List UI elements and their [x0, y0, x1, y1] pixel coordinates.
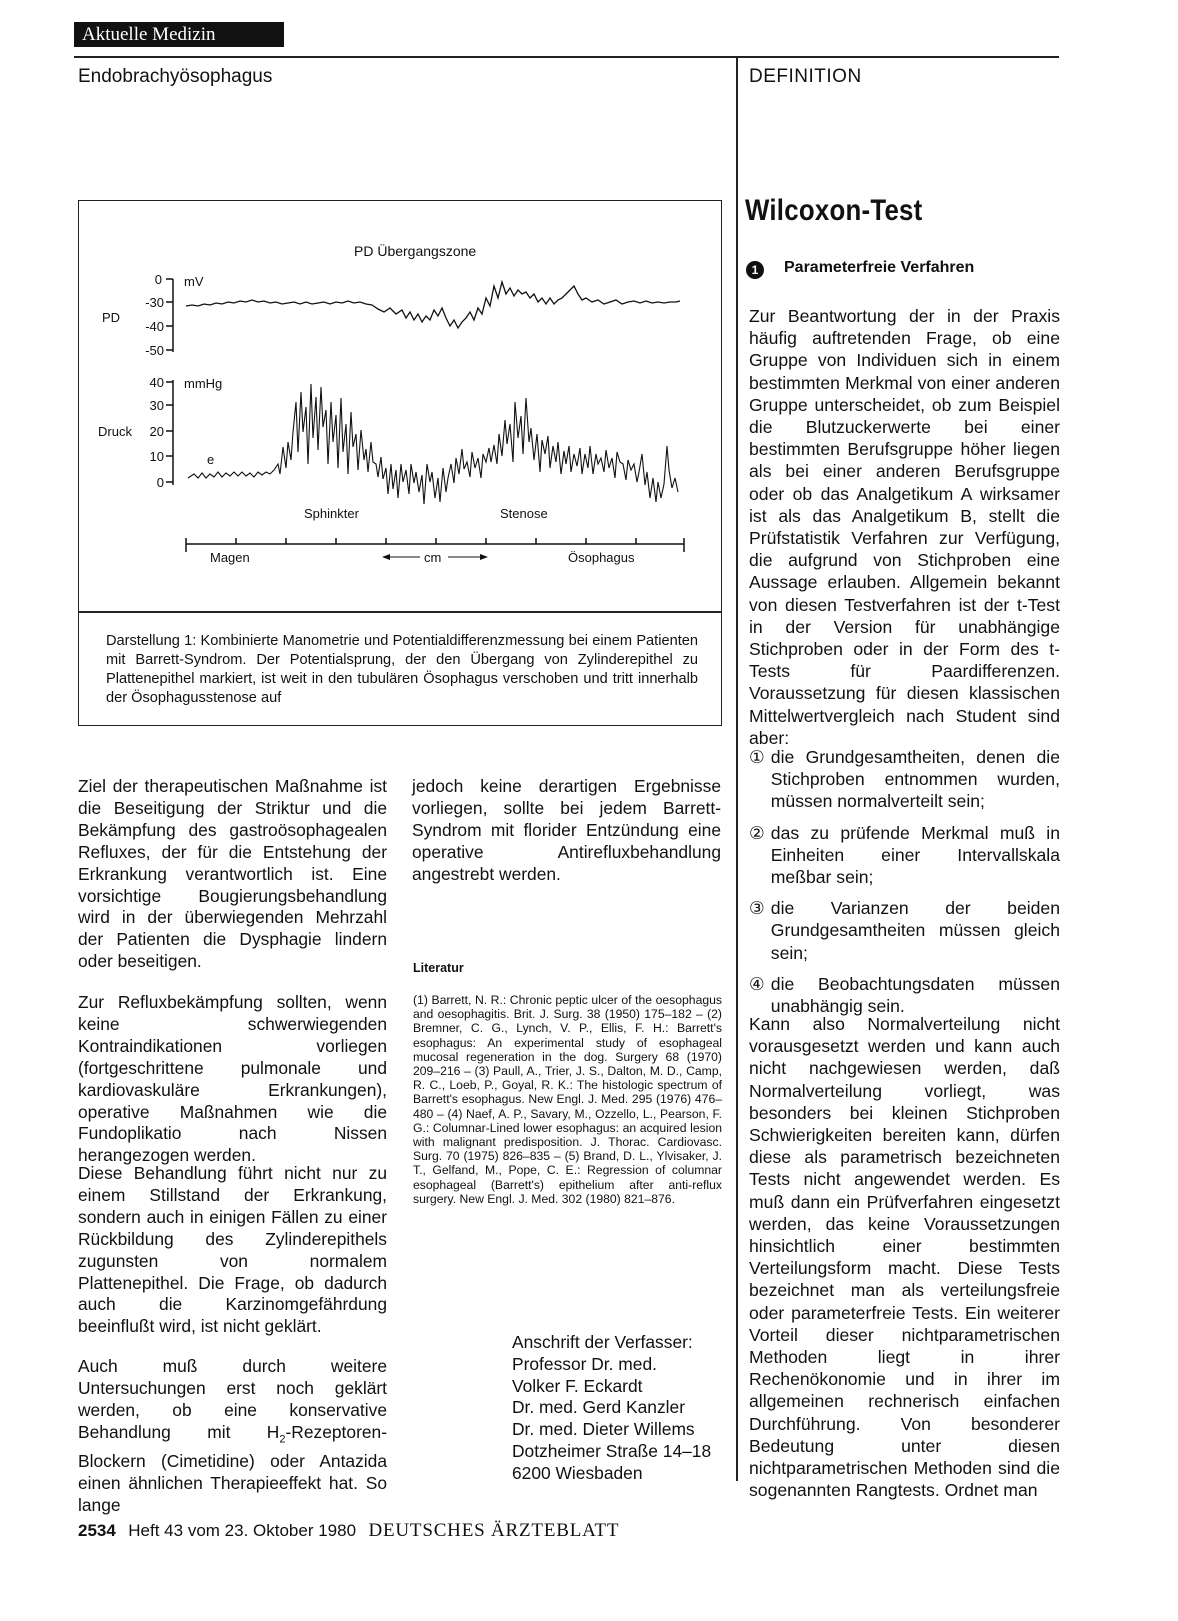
item-text: die Grundgesamtheiten, denen die Stichproben entnommen wurden, müssen normalverteilt sein;: [770, 747, 1060, 812]
subheading: Parameterfreie Verfahren: [784, 259, 975, 276]
druck-tick-40: 40: [149, 375, 164, 390]
manometry-figure: [80, 202, 720, 610]
author-address: [512, 1332, 711, 1485]
right-paragraph-1: Zur Beantwortung der in der Praxis häufig auftretenden Frage, ob eine Gruppe von Individuen sich in einem bestimmten Merkmal von einer anderen Gruppe unterscheidet, ob zum Beispiel die Blutzuckerwerte bei einer bestimmten Berufsgruppe höher liegen als bei einer anderen Berufsgruppe oder ob das Analgetikum A wirksamer ist als das Analgetikum B, stellt die Prüfstatistik Verfahren zur Verfügung, die aufgrund von Stichproben eine Aussage erlauben. Allgemein bekannt von diesen Testverfahren ist der t-Test in der Version für unabhängige Stichproben oder in der Form des t-Tests für Paardifferenzen. Voraussetzung für diesen klassischen Mittelwertvergleich nach Student sind aber:: [749, 306, 1060, 748]
figure-title: PD Übergangszone: [354, 243, 477, 259]
page-number: 2534: [78, 1521, 116, 1540]
literature-heading: Literatur: [413, 961, 464, 975]
column-divider: [736, 56, 738, 1481]
pd-trace: [186, 282, 680, 328]
pd-tick-50: -50: [145, 343, 164, 358]
cm-label: cm: [424, 550, 442, 565]
druck-tick-20: 20: [149, 424, 164, 439]
col1-paragraph-4-end: -Rezeptoren-Blockern (Cimetidine) oder Antazida einen ähnlichen Therapieeffekt hat. So lange: [78, 1421, 387, 1515]
stenose-label: Stenose: [500, 506, 548, 521]
e-marker: e: [207, 452, 215, 467]
section-tag-label: Aktuelle Medizin: [82, 24, 216, 45]
oesophagus-label: Ösophagus: [568, 550, 635, 565]
item-number: ①: [749, 747, 765, 767]
page-footer: [78, 1520, 619, 1542]
list-item: [749, 746, 1060, 813]
pd-label: PD: [102, 310, 121, 325]
requirements-list: [749, 746, 1060, 1017]
cm-arrowhead-left: [382, 554, 390, 560]
list-item: [749, 897, 1060, 964]
cm-arrowhead-right: [480, 554, 488, 560]
address-line: Professor Dr. med.: [512, 1353, 657, 1374]
right-paragraph-2: Kann also Normalverteilung nicht vorausgesetzt werden und kann auch nicht nachgewiesen werden, daß Normalverteilung vorliegt, was besonders bei kleinen Stichproben Schwierigkeiten bereiten kann, dürfen diese als parametrisch bezeichneten Tests nicht angewendet werden. Es muß dann ein Prüfverfahren eingesetzt werden, das keine Voraussetzungen hinsichtlich einer bestimmten Verteilungsform macht. Diese Tests bezeichnet man als verteilungsfreie oder parameterfreie Tests. Ein weiterer Vorteil dieser nichtparametrischen Methoden liegt in ihrer Rechenökonomie und in ihrer im allgemeinen rechnerisch einfachen Durchführung. Von besonderer Bedeutung unter diesen nichtparametrischen Methoden sind die sogenannten Rangtests. Ordnet man: [749, 1014, 1060, 1501]
col1-paragraph-2: Zur Refluxbekämpfung sollten, wenn keine schwerwiegenden Kontraindikationen vorliegen (fortgeschrittene pulmonale und kardiovaskuläre Erkrankungen), operative Maßnahmen wie die Fundoplikatio nach Nissen herangezogen werden.: [78, 992, 387, 1166]
literature-list: (1) Barrett, N. R.: Chronic peptic ulcer of the oesophagus and oesophagitis. Brit. J. Surg. 38 (1950) 175–182 – (2) Bremner, C. G., Lynch, V. P., Ellis, F. H.: Barrett's esophagus: An experimental study of esophageal mucosal regeneration in the dog. Surgery 68 (1970) 209–216 – (3) Paull, A., Trier, J. S., Dalton, M. D., Camp, R. C., Loeb, P., Goyal, R. K.: The histologic spectrum of Barrett's esophagus. New Engl. J. Med. 295 (1976) 476–480 – (4) Naef, A. P., Savary, M., Ozzello, L., Pearson, F. G.: Columnar-Lined lower esophagus: an acquired lesion with malignant predisposition. J. Thorac. Cardiovasc. Surg. 70 (1975) 826–835 – (5) Brand, D. L., Ylvisaker, J. T., Gelfand, M., Pope, C. E.: Regression of columnar esophageal (Barrett's) epithelium after anti-reflux surgery. New Engl. J. Med. 302 (1980) 821–876.: [413, 993, 722, 1206]
address-line: Anschrift der Verfasser:: [512, 1332, 693, 1352]
figure-caption-rule: [78, 611, 722, 613]
address-line: Dotzheimer Straße 14–18: [512, 1440, 712, 1461]
address-line: Dr. med. Dieter Willems: [512, 1419, 695, 1440]
right-running-title: DEFINITION: [749, 66, 862, 87]
col1-paragraph-4: [78, 1356, 387, 1517]
druck-tick-10: 10: [149, 449, 164, 464]
pd-tick-30: -30: [145, 295, 164, 310]
h2-subscript: 2: [279, 1433, 286, 1446]
item-text: die Beobachtungsdaten müssen unabhängig sein.: [770, 973, 1060, 1017]
address-line: Volker F. Eckardt: [512, 1375, 643, 1396]
druck-unit: mmHg: [184, 376, 223, 391]
figure-caption: Darstellung 1: Kombinierte Manometrie und Potentialdifferenzmessung bei einem Patienten mit Barrett-Syndrom. Der Potentialsprung, der den Übergang von Zylinderepithel zu Plattenepithel markiert, ist weit in den tubulären Ösophagus verschoben und tritt innerhalb der Ösophagusstenose auf: [106, 633, 698, 706]
sphinkter-label: Sphinkter: [304, 506, 359, 521]
address-line: 6200 Wiesbaden: [512, 1462, 643, 1483]
item-number: ③: [749, 898, 765, 919]
address-line: Dr. med. Gerd Kanzler: [512, 1397, 686, 1418]
list-item: [749, 973, 1060, 1017]
bullet-number: 1: [751, 263, 759, 277]
pd-tick-0: 0: [154, 272, 162, 287]
druck-tick-30: 30: [149, 398, 164, 413]
list-item: [749, 822, 1060, 889]
issue-info: Heft 43 vom 23. Oktober 1980: [128, 1521, 357, 1540]
col2-paragraph-1: jedoch keine derartigen Ergebnisse vorliegen, sollte bei jedem Barrett-Syndrom mit florider Entzündung eine operative Antirefluxbehandlung angestrebt werden.: [412, 776, 721, 884]
item-number: ④: [749, 973, 765, 994]
left-running-title: Endobrachyösophagus: [78, 66, 273, 87]
journal-name: DEUTSCHES ÄRZTEBLATT: [368, 1520, 620, 1541]
druck-label: Druck: [98, 424, 132, 439]
item-number: ②: [749, 822, 765, 843]
col1-paragraph-3: Diese Behandlung führt nicht nur zu einem Stillstand der Erkrankung, sondern auch in einigen Fällen zu einer Rückbildung des Zylinderepithels zugunsten von normalem Plattenepithel. Die Frage, ob dadurch auch die Karzinomgefährdung beeinflußt wird, ist nicht geklärt.: [78, 1163, 387, 1337]
magen-label: Magen: [210, 550, 250, 565]
bullet-number-icon: [746, 261, 764, 279]
header-rule: [74, 56, 1059, 58]
pd-unit: mV: [184, 274, 204, 289]
item-text: das zu prüfende Merkmal muß in Einheiten einer Intervallskala meßbar sein;: [770, 822, 1060, 888]
article-heading: Wilcoxon-Test: [745, 194, 923, 227]
col1-paragraph-4-start: Auch muß durch weitere Untersuchungen erst noch geklärt werden, ob eine konservative Behandlung mit H: [78, 1356, 387, 1442]
col1-paragraph-1: Ziel der therapeutischen Maßnahme ist die Beseitigung der Striktur und die Bekämpfung des gastroösophagealen Refluxes, der für die Entstehung der Erkrankung verantwortlich ist. Eine vorsichtige Bougierungsbehandlung wird in der überwiegenden Mehrzahl der Patienten die Dysphagie lindern oder beseitigen.: [78, 776, 387, 972]
druck-tick-0: 0: [156, 475, 164, 490]
druck-trace: [188, 384, 678, 504]
item-text: die Varianzen der beiden Grundgesamtheiten müssen gleich sein;: [770, 898, 1060, 963]
pd-tick-40: -40: [145, 319, 164, 334]
